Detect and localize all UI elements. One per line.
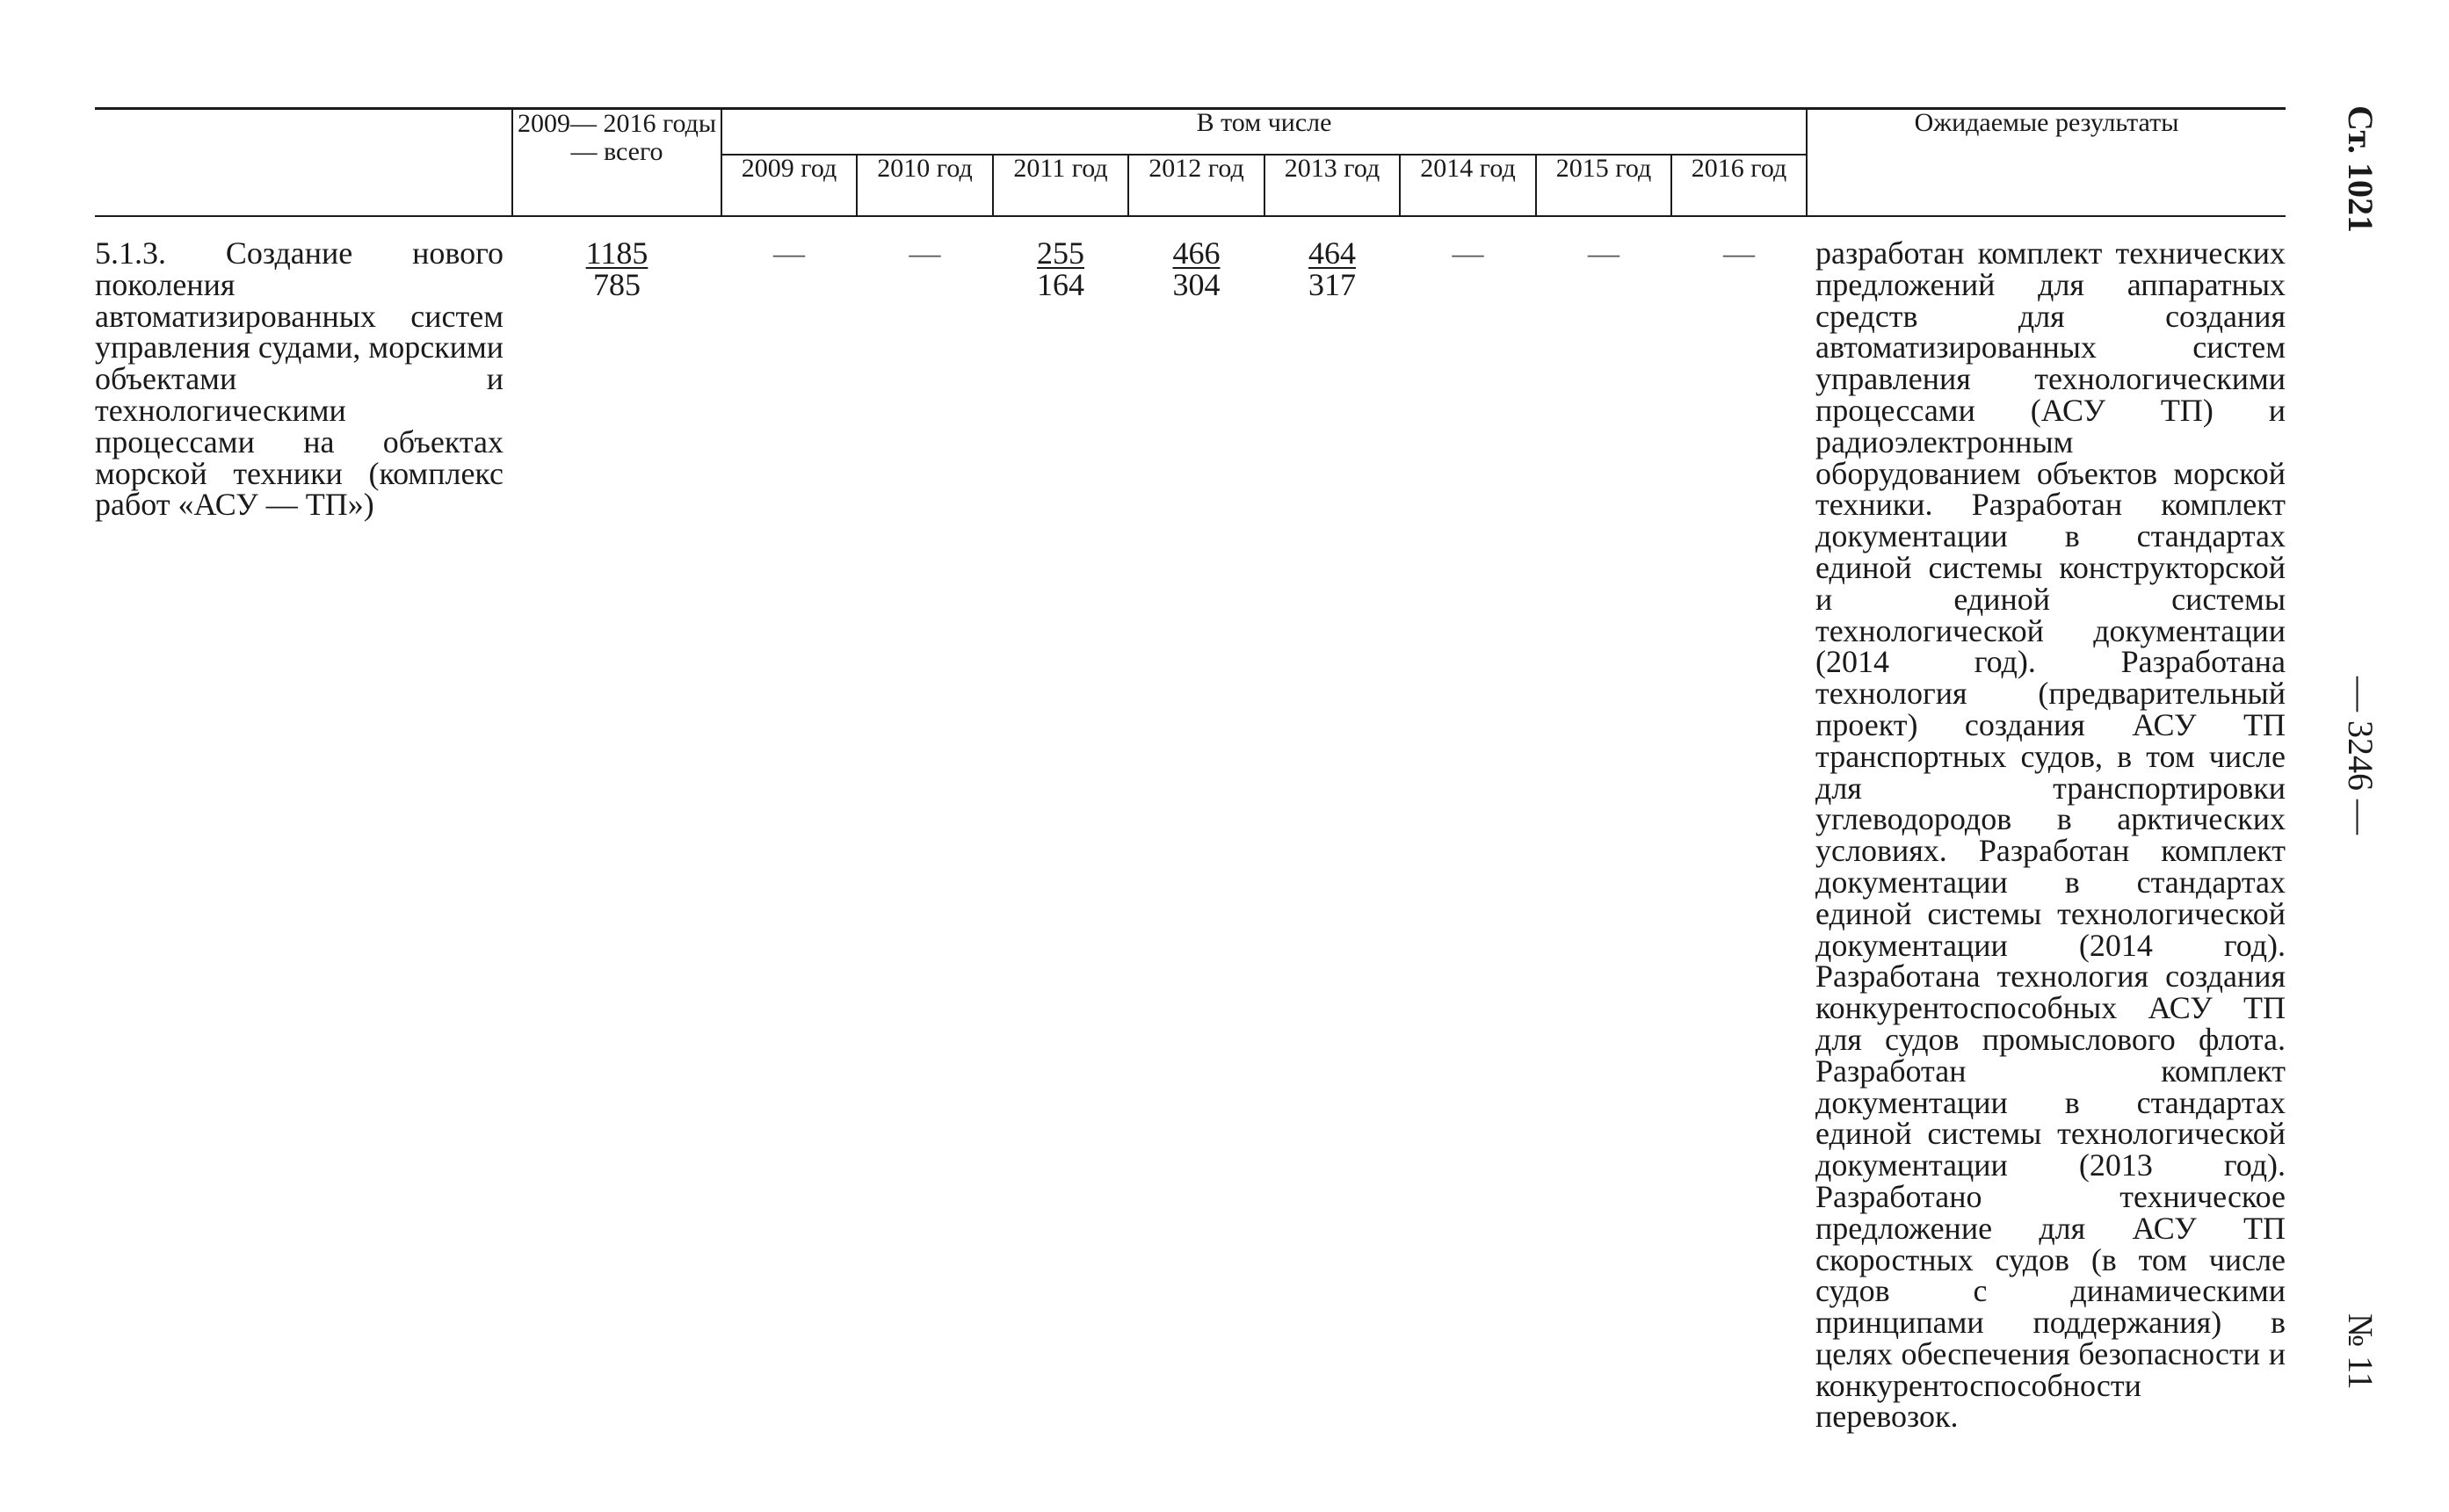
year-2015-value: — — [1588, 235, 1619, 271]
fraction-top: 466 — [1172, 235, 1221, 271]
page-number: — 3246 — — [2341, 676, 2380, 835]
header-year: 2015 год — [1536, 155, 1671, 216]
fraction-top: 464 — [1308, 235, 1356, 271]
program-table — [95, 107, 2286, 1433]
header-year: 2010 год — [857, 155, 993, 216]
fraction-bottom: 304 — [1172, 266, 1221, 302]
year-2013-value — [1264, 216, 1400, 1433]
header-year: 2009 год — [721, 155, 857, 216]
fraction-bottom: 317 — [1308, 266, 1356, 302]
header-description-cell — [95, 109, 512, 217]
fraction — [1308, 235, 1356, 302]
fraction — [1172, 235, 1221, 302]
total-fraction — [585, 235, 648, 302]
header-year: 2013 год — [1264, 155, 1400, 216]
total-top: 1185 — [585, 235, 648, 271]
year-2016-value: — — [1723, 235, 1755, 271]
header-total: 2009— 2016 годы — всего — [512, 109, 721, 217]
header-results: Ожидаемые результаты — [1807, 109, 2286, 217]
page-reference: Ст. 1021 — [2341, 105, 2380, 233]
header-group: В том числе — [721, 109, 1807, 156]
page-margin — [2329, 105, 2408, 1423]
total-bottom: 785 — [592, 266, 641, 302]
year-2009-value: — — [773, 235, 805, 271]
table-row — [95, 216, 2286, 1433]
header-year: 2011 год — [993, 155, 1128, 216]
row-results: разработан комплект технических предложений для аппаратных средств для создания автоматизированных систем управления технологическими процессами (АСУ ТП) и радиоэлектронным оборудованием объектов морской техники. Разработан комплект документации в стандартах единой системы конструкторской и единой системы технологической документации (2014 год). Разработана технология (предварительный проект) создания АСУ ТП транспортных судов, в том числе для транспортировки углеводородов в арктических условиях. Разработан комплект документации в стандартах единой системы технологической документации (2014 год). Разработана технология создания конкурентоспособных АСУ ТП для судов промыслового флота. Разработан комплект документации в стандартах единой системы технологической документации (2013 год). Разработано техническое предложение для АСУ ТП скоростных судов (в том числе судов с динамическими принципами поддержания) в целях обеспечения безопасности и конкурентоспособности перевозок. — [1815, 235, 2286, 1435]
fraction-bottom: 164 — [1037, 266, 1084, 302]
fraction-top: 255 — [1037, 235, 1084, 271]
header-year: 2012 год — [1128, 155, 1264, 216]
year-2014-value: — — [1452, 235, 1484, 271]
year-2011-value — [993, 216, 1128, 1433]
year-2012-value — [1128, 216, 1264, 1433]
header-year: 2016 год — [1671, 155, 1807, 216]
issue-number: № 11 — [2341, 1313, 2380, 1390]
header-year: 2014 год — [1400, 155, 1536, 216]
year-2010-value: — — [909, 235, 941, 271]
fraction — [1037, 235, 1084, 302]
row-total — [512, 216, 721, 1433]
row-description: 5.1.3. Создание нового поколения автоматизированных систем управления судами, морскими объектами и технологическими процессами на объектах морской техники (комплекс работ «АСУ — ТП») — [95, 235, 504, 523]
